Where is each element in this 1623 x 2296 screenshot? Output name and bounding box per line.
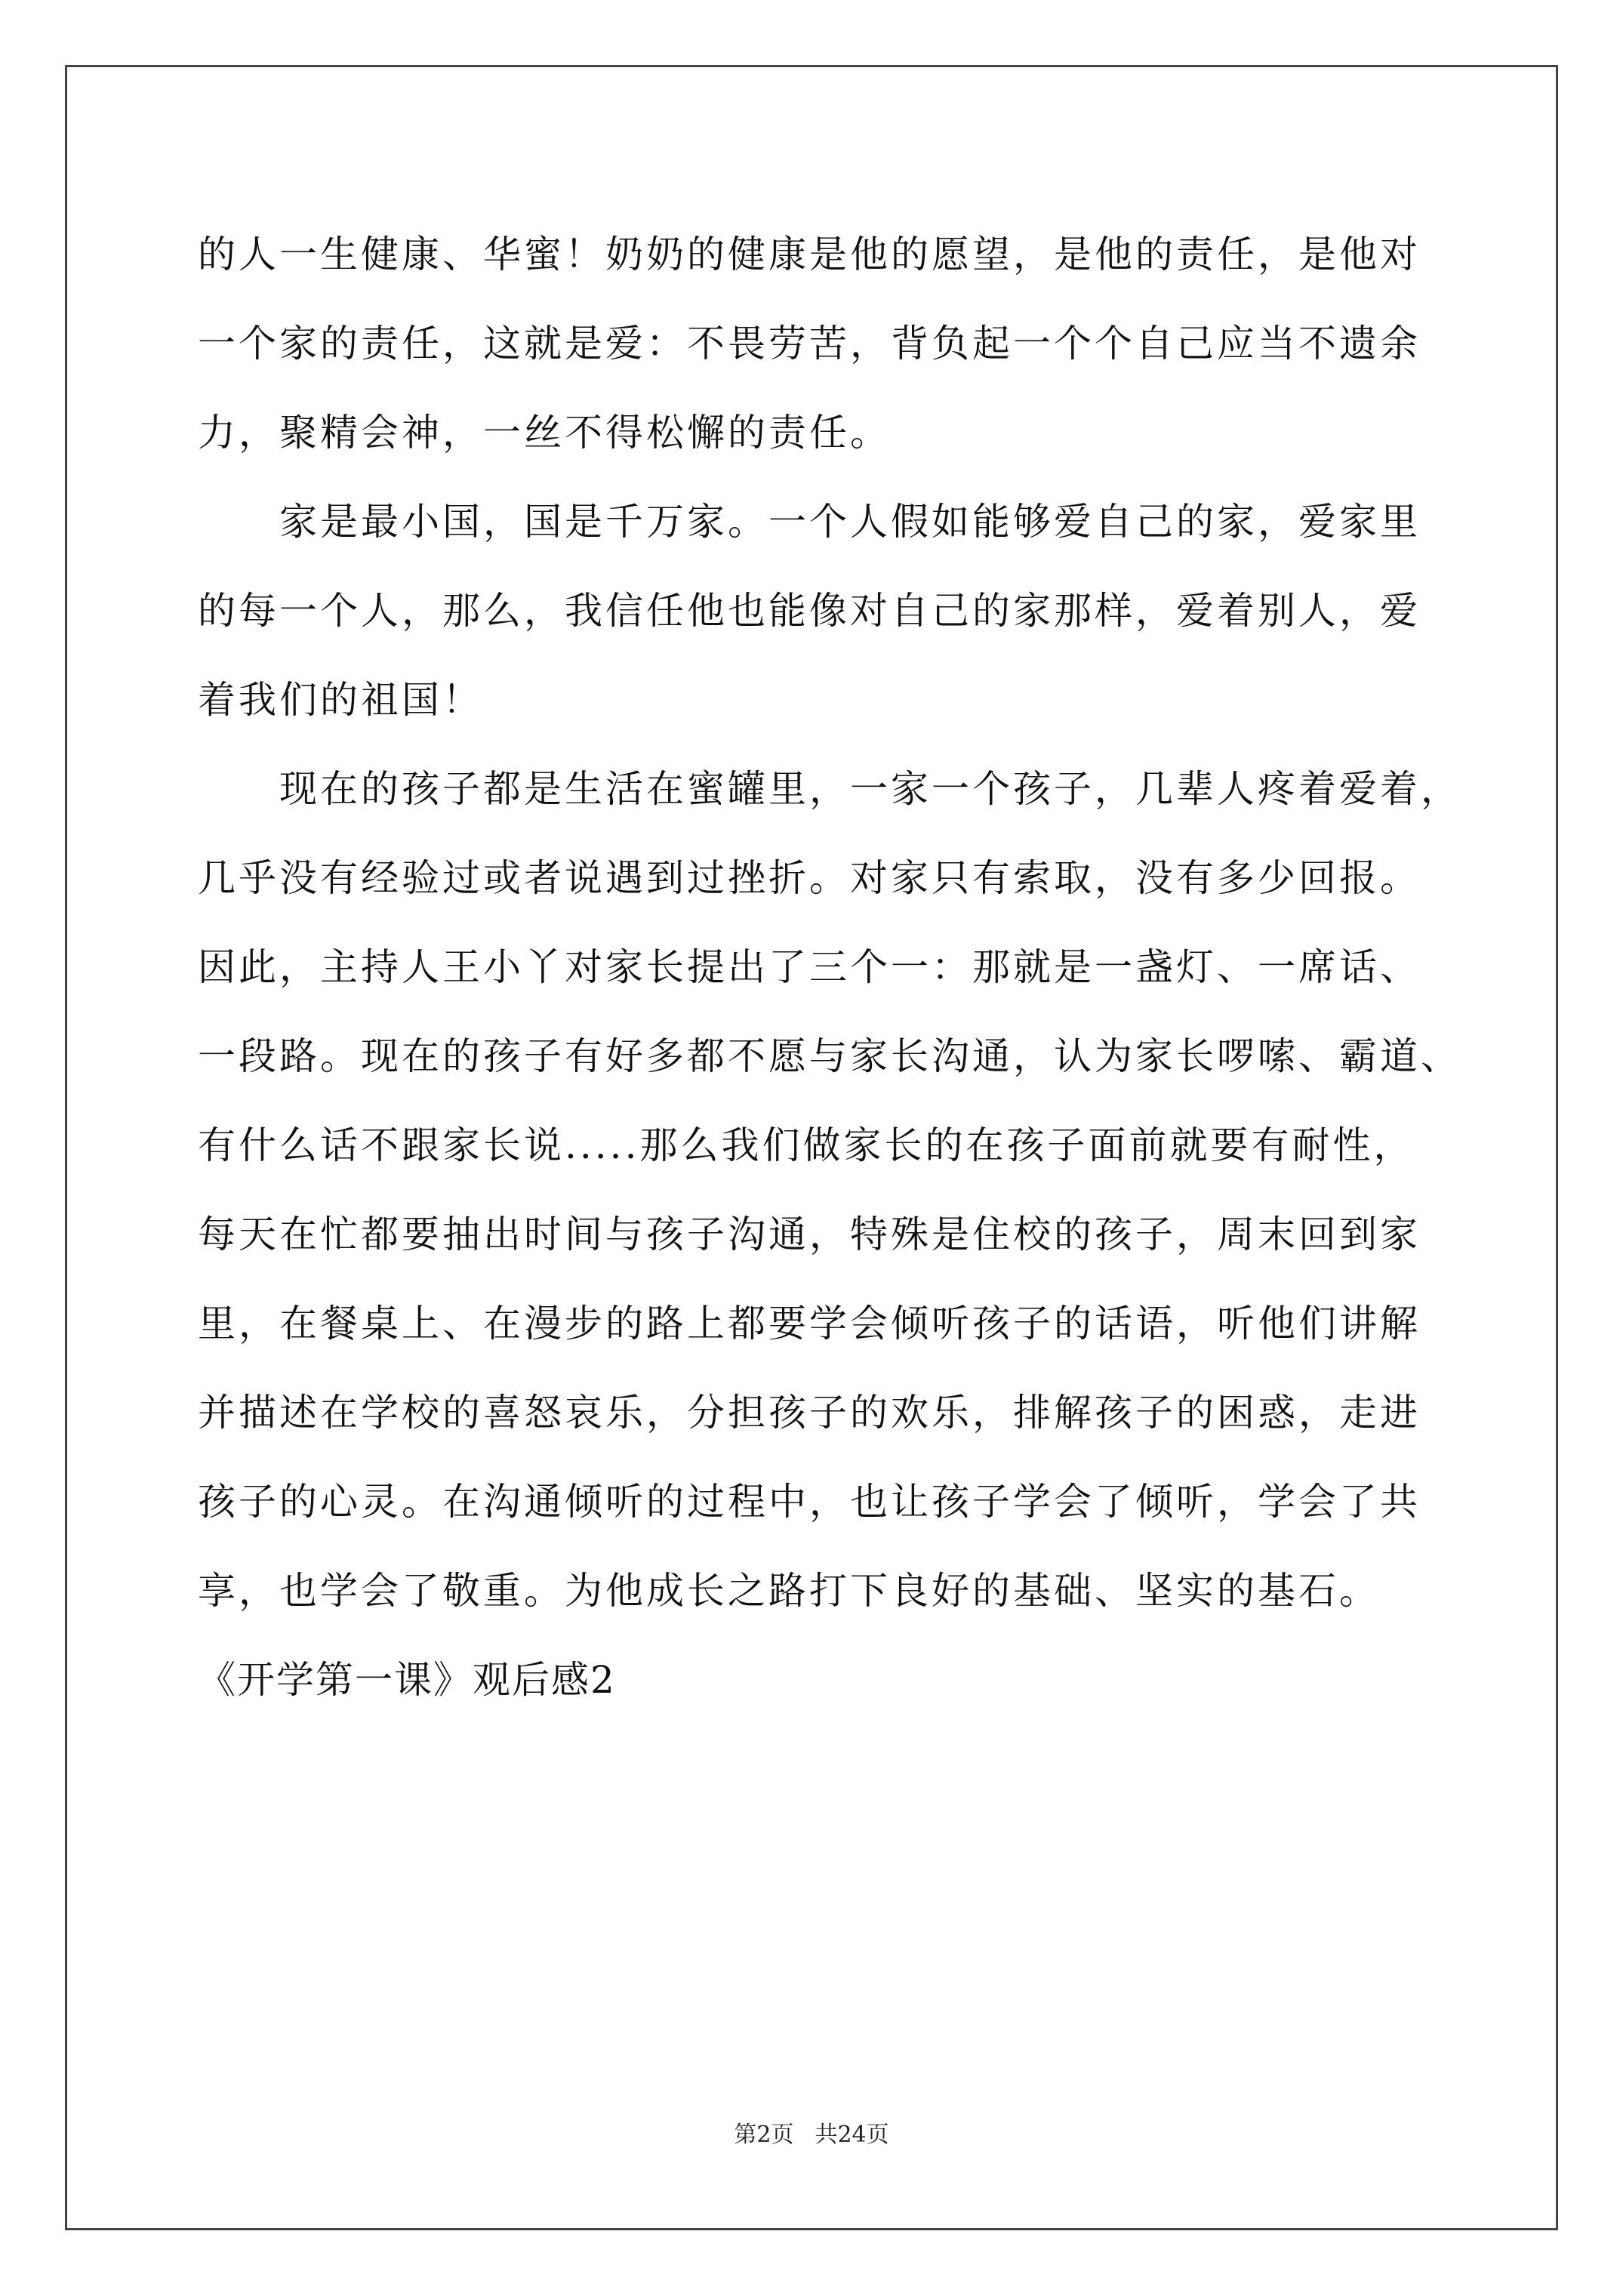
text-line: 的人一生健康、华蜜！奶奶的健康是他的愿望，是他的责任，是他对 [198, 233, 1421, 276]
text-line: 一段路。现在的孩子有好多都不愿与家长沟通，认为家长啰嗦、霸道、 [198, 1034, 1461, 1078]
text-line: 并描述在学校的喜怒哀乐，分担孩子的欢乐，排解孩子的困惑，走进 [198, 1391, 1421, 1435]
section-heading: 《开学第一课》观后感2 [198, 1658, 616, 1702]
text-line: 孩子的心灵。在沟通倾听的过程中，也让孩子学会了倾听，学会了共 [198, 1480, 1421, 1524]
text-line: 里，在餐桌上、在漫步的路上都要学会倾听孩子的话语，听他们讲解 [198, 1302, 1421, 1345]
text-line: 力，聚精会神，一丝不得松懈的责任。 [198, 411, 891, 455]
text-line: 每天在忙都要抽出时间与孩子沟通，特殊是住校的孩子，周末回到家 [198, 1213, 1421, 1256]
text-line: 有什么话不跟家长说.....那么我们做家长的在孩子面前就要有耐性， [198, 1123, 1415, 1167]
page-footer [0, 2122, 1623, 2149]
text-line: 现在的孩子都是生活在蜜罐里，一家一个孩子，几辈人疼着爱着， [198, 767, 1461, 811]
text-line: 几乎没有经验过或者说遇到过挫折。对家只有索取，没有多少回报。 [198, 856, 1421, 900]
page-number: 第2页 [734, 2122, 794, 2148]
text-line: 因此，主持人王小丫对家长提出了三个一：那就是一盏灯、一席话、 [198, 945, 1421, 989]
text-line: 的每一个人，那么，我信任他也能像对自己的家那样，爱着别人，爱 [198, 589, 1421, 633]
text-line: 一个家的责任，这就是爱：不畏劳苦，背负起一个个自己应当不遗余 [198, 322, 1421, 365]
text-line: 着我们的祖国！ [198, 678, 483, 722]
page-total: 共24页 [815, 2122, 889, 2148]
text-line: 享，也学会了敬重。为他成长之路打下良好的基础、坚实的基石。 [198, 1569, 1380, 1613]
text-line: 家是最小国，国是千万家。一个人假如能够爱自己的家，爱家里 [198, 500, 1421, 544]
